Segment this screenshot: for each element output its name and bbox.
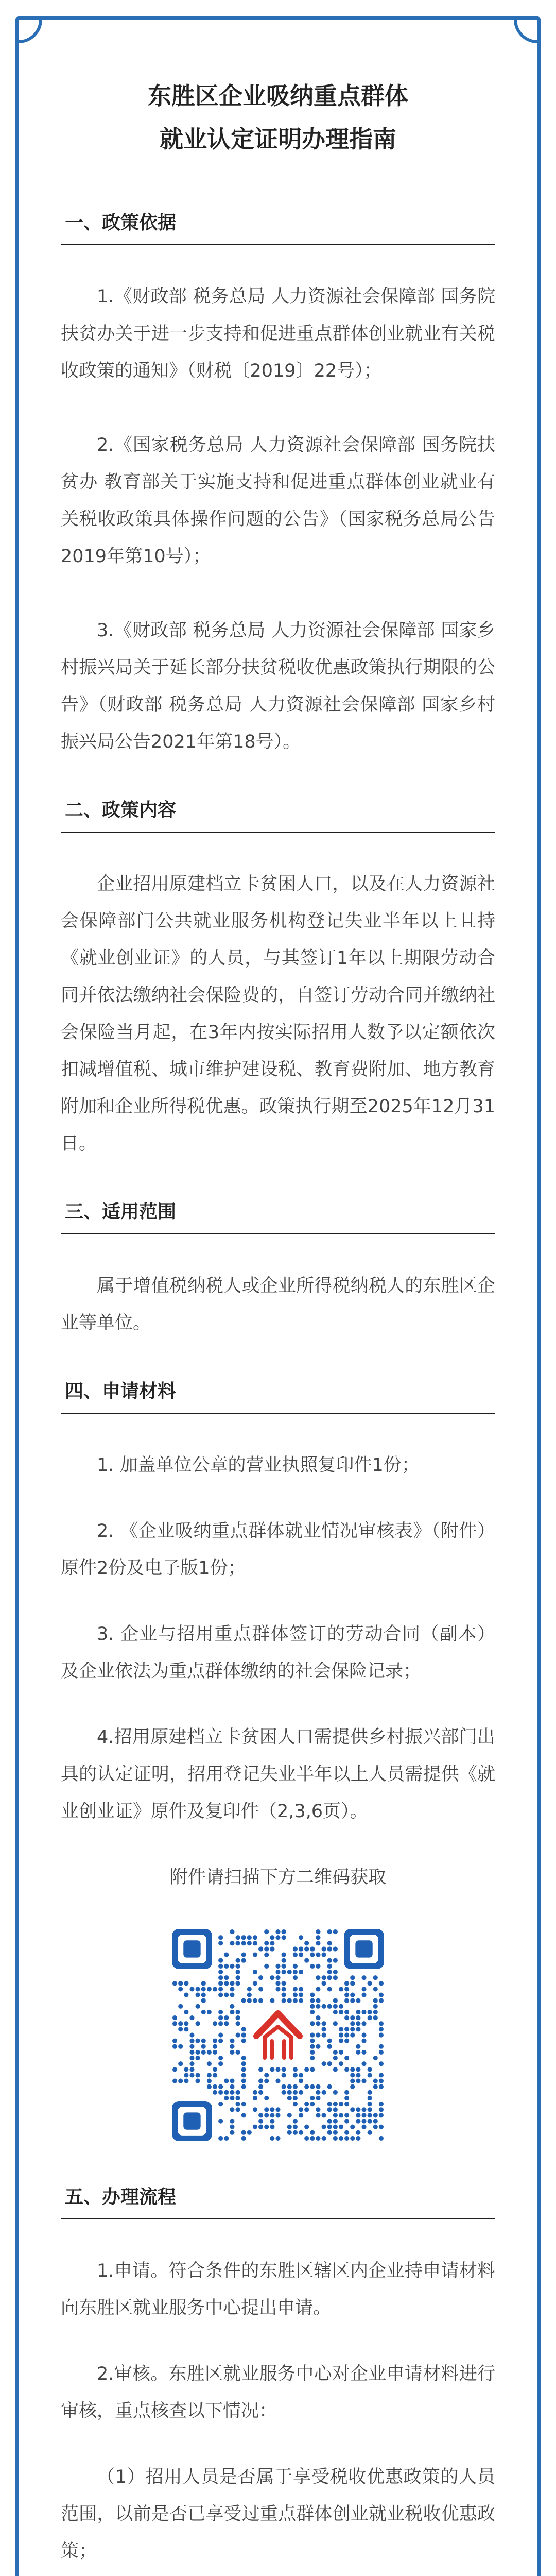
section-heading: 二、政策内容 xyxy=(65,800,177,821)
document-content xyxy=(19,20,537,2576)
section-heading: 四、申请材料 xyxy=(65,1381,177,1402)
qr-code-wrapper xyxy=(61,1929,495,2141)
qr-code[interactable] xyxy=(172,1929,384,2141)
process-review-check-1: （1）招用人员是否属于享受税收优惠政策的人员范围，以前是否已享受过重点群体创业就业税收优惠政策； xyxy=(61,2467,495,2562)
section-heading: 五、办理流程 xyxy=(65,2187,177,2208)
policy-content-paragraph: 企业招用原建档立卡贫困人口，以及在人力资源社会保障部门公共就业服务机构登记失业半年以上且持《就业创业证》的人员，与其签订1年以上期限劳动合同并依法缴纳社会保险费的，自签订劳动合同并缴纳社会保险当月起，在3年内按实际招用人数予以定额依次扣减增值税、城市维护建设税、教育费附加、地方教育附加和企业所得税优惠。政策执行期至2025年12月31日。 xyxy=(61,874,495,1154)
section-divider xyxy=(61,1233,495,1234)
scope-paragraph: 属于增值税纳税人或企业所得税纳税人的东胜区企业等单位。 xyxy=(61,1276,495,1333)
policy-basis-paragraph-2: 2.《国家税务总局 人力资源社会保障部 国务院扶贫办 教育部关于实施支持和促进重点群体创业就业有关税收政策具体操作问题的公告》（国家税务总局公告2019年第10号）； xyxy=(61,435,495,567)
section-heading: 三、适用范围 xyxy=(65,1201,177,1223)
section-divider xyxy=(61,244,495,245)
section-policy-content xyxy=(61,798,495,1162)
section-scope xyxy=(61,1199,495,1342)
policy-basis-paragraph-1: 1.《财政部 税务总局 人力资源社会保障部 国务院扶贫办关于进一步支持和促进重点群体创业就业有关税收政策的通知》（财税〔2019〕22号）； xyxy=(61,286,495,381)
materials-item-2: 2. 《企业吸纳重点群体就业情况审核表》（附件）原件2份及电子版1份； xyxy=(61,1521,495,1579)
policy-basis-paragraph-3: 3.《财政部 税务总局 人力资源社会保障部 国家乡村振兴局关于延长部分扶贫税收优惠政策执行期限的公告》（财政部 税务总局 人力资源社会保障部 国家乡村振兴局公告2021年第18号）。 xyxy=(61,620,495,752)
document-title-line-2: 就业认定证明办理指南 xyxy=(160,125,396,153)
materials-item-4: 4.招用原建档立卡贫困人口需提供乡村振兴部门出具的认定证明，招用登记失业半年以上人员需提供《就业创业证》原件及复印件（2,3,6页）。 xyxy=(61,1727,495,1822)
process-step-apply: 1.申请。符合条件的东胜区辖区内企业持申请材料向东胜区就业服务中心提出申请。 xyxy=(61,2261,495,2318)
section-materials xyxy=(61,1379,495,2141)
process-step-review: 2.审核。东胜区就业服务中心对企业申请材料进行审核，重点核查以下情况： xyxy=(61,2364,495,2421)
qr-caption: 附件请扫描下方二维码获取 xyxy=(169,1867,386,1888)
qr-code-graphic xyxy=(172,1929,384,2141)
section-divider xyxy=(61,1413,495,1414)
document-frame xyxy=(15,16,541,2576)
section-divider xyxy=(61,2218,495,2219)
section-process xyxy=(61,2184,495,2576)
document-title-line-1: 东胜区企业吸纳重点群体 xyxy=(148,82,408,110)
section-policy-basis xyxy=(61,210,495,760)
section-heading: 一、政策依据 xyxy=(65,212,177,233)
materials-item-3: 3. 企业与招用重点群体签订的劳动合同（副本）及企业依法为重点群体缴纳的社会保险记录； xyxy=(61,1624,495,1682)
section-divider xyxy=(61,832,495,833)
materials-item-1: 1. 加盖单位公章的营业执照复印件1份； xyxy=(97,1455,420,1476)
